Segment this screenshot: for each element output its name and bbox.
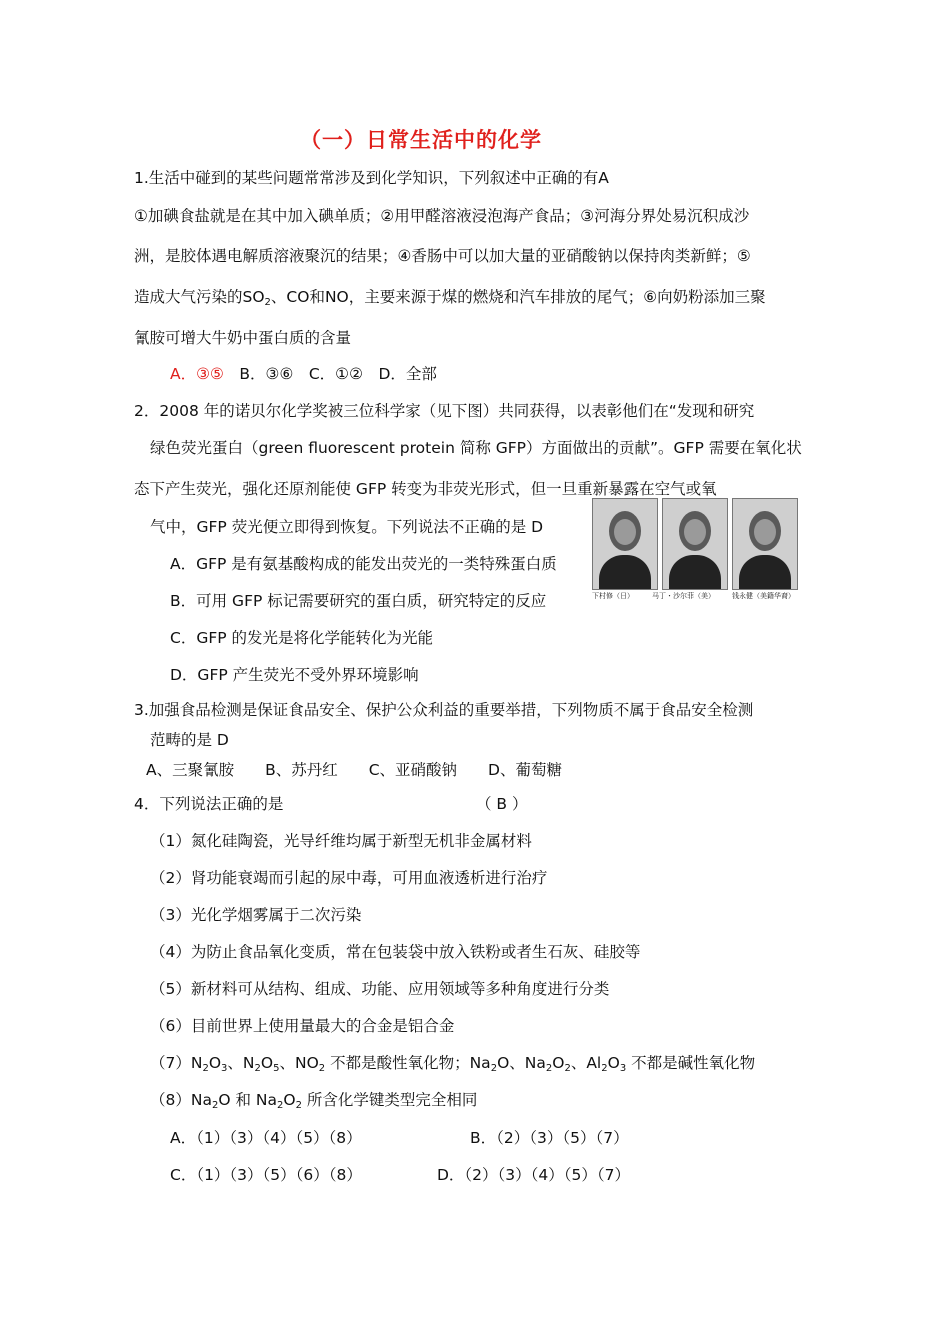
q1-line1: ①加碘食盐就是在其中加入碘单质；②用甲醛溶液浸泡海产食品；③河海分界处易沉积成沙 [134,207,750,225]
q4-statement-7: $(7)N_2O_3$、$N_2O_5$、$NO_2$ 不都是酸性氧化物；$Na_2O$、$Na_2O_2$、$Al_2O_3$ 不都是碱性氧化物 [150,1054,756,1074]
q4-statement-2: （2）肾功能衰竭而引起的尿中毒，可用血液透析进行治疗 [150,869,548,887]
q1-line4: 氰胺可增大牛奶中蛋白质的含量 [134,329,352,347]
q4-statement-3: （3）光化学烟雾属于二次污染 [150,906,362,924]
q4-statement-1: （1）氮化硅陶瓷，光导纤维均属于新型无机非金属材料 [150,832,532,850]
scientist-caption-2: 马丁・沙尔菲（美） [652,592,715,600]
page-title: （一）日常生活中的化学 [300,128,542,152]
q4-option-d: D．（2）（3）（4）（5）（7） [437,1166,630,1184]
q1-line2: 洲，是胶体遇电解质溶液聚沉的结果；④香肠中可以加大量的亚硝酸钠以保持肉类新鲜；⑤ [134,247,751,265]
q2-option-b: B．可用 GFP 标记需要研究的蛋白质，研究特定的反应 [170,592,547,610]
q2-line1: 2．2008 年的诺贝尔化学奖被三位科学家（见下图）共同获得，以表彰他们在“发现和研究 [134,402,755,420]
q2-option-a: A．GFP 是有氨基酸构成的能发出荧光的一类特殊蛋白质 [170,555,557,573]
q2-option-c: C．GFP 的发光是将化学能转化为光能 [170,629,434,647]
q4-answer: （ B ） [476,795,528,813]
q4-option-c: C．（1）（3）（5）（6）（8） [170,1166,362,1184]
q4-option-a: A．（1）（3）（4）（5）（8） [170,1129,362,1147]
scientist-caption-3: 钱永健（美籍华裔） [732,592,795,600]
q2-line3: 态下产生荧光，强化还原剂能使 GFP 转变为非荧光形式，但一旦重新暴露在空气或氧 [134,480,717,498]
q4-statement-5: （5）新材料可从结构、组成、功能、应用领域等多种角度进行分类 [150,980,610,998]
q1-options-rest: B．③⑥ C．①② D．全部 [239,365,437,383]
q2-line4: 气中，GFP 荧光便立即得到恢复。下列说法不正确的是 D [150,518,544,536]
q3-line2: 范畴的是 D [150,731,229,749]
q3-options: A、三聚氰胺 B、苏丹红 C、亚硝酸钠 D、葡萄糖 [146,761,562,779]
q4-statement-6: （6）目前世界上使用量最大的合金是铝合金 [150,1017,455,1035]
q1-options [170,362,437,384]
scientist-portrait-3 [732,498,798,590]
q1-stem: 1.生活中碰到的某些问题常常涉及到化学知识，下列叙述中正确的有A [134,169,609,187]
q3-line1: 3.加强食品检测是保证食品安全、保护公众利益的重要举措，下列物质不属于食品安全检测 [134,701,754,719]
q4-option-b: B．（2）（3）（5）（7） [470,1129,629,1147]
q4-statement-8: $(8)Na_2O$ 和 $Na_2O_2$ 所含化学键类型完全相同 [150,1091,478,1111]
scientist-caption-1: 下村修（日） [592,592,634,600]
q2-option-d: D．GFP 产生荧光不受外界环境影响 [170,666,419,684]
q1-option-a: A．③⑤ [170,365,224,383]
scientist-portrait-1 [592,498,658,590]
scientist-portrait-2 [662,498,728,590]
q4-statement-4: （4）为防止食品氧化变质，常在包装袋中放入铁粉或者生石灰、硅胶等 [150,943,641,961]
q4-stem: 4．下列说法正确的是 [134,795,284,813]
scientists-photo [590,498,804,604]
q2-line2: 绿色荧光蛋白（green fluorescent protein 简称 GFP）方面做出的贡献”。GFP 需要在氧化状 [150,439,802,457]
q1-line3: 造成大气污染的$SO_2$、CO和NO，主要来源于煤的燃烧和汽车排放的尾气；⑥向奶粉添加三聚 [134,288,766,308]
